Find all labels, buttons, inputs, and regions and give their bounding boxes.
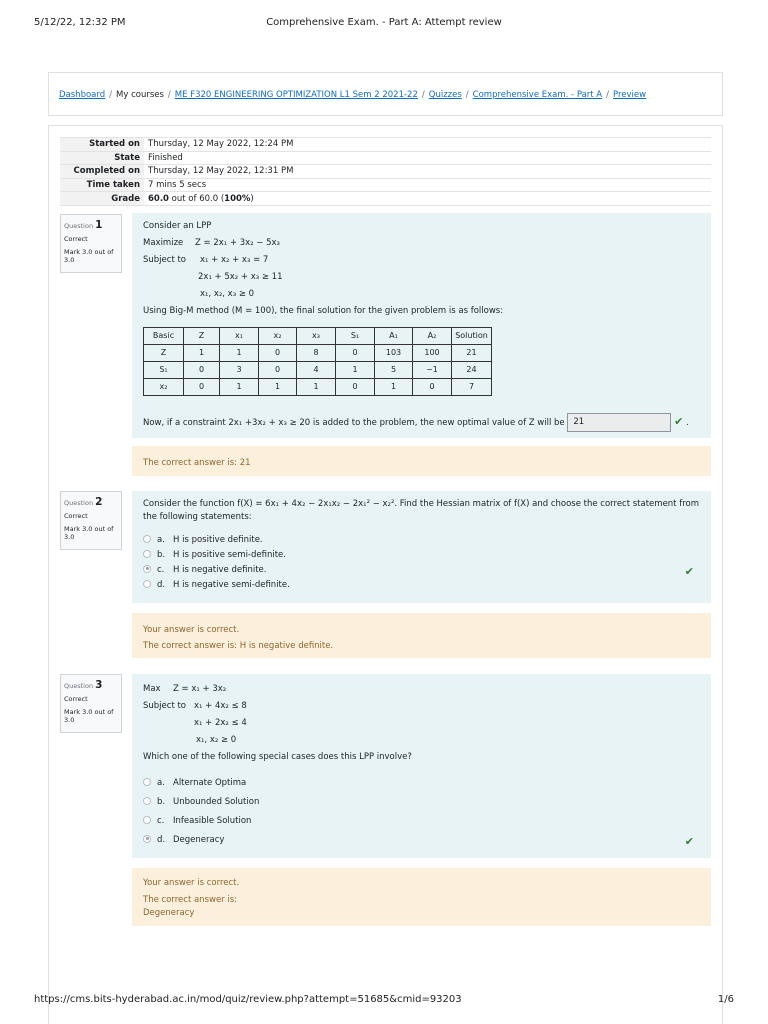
summary-key: State xyxy=(60,151,144,165)
breadcrumb-separator: / xyxy=(606,90,609,100)
simplex-cell: 1 xyxy=(336,362,375,379)
simplex-cell: −1 xyxy=(413,362,452,379)
simplex-cell: 0 xyxy=(184,379,220,396)
question-label: Question xyxy=(64,222,94,230)
simplex-cell: x₂ xyxy=(144,379,184,396)
q2-question-text: Consider the function f(X) = 6x₁ + 4x₂ − 2x₁x₂ − 2x₁² − x₂². Find the Hessian matrix of f(X) and choose the correct statement from the following statements: xyxy=(143,499,699,522)
simplex-cell: 0 xyxy=(259,362,297,379)
question-mark: Mark 3.0 out of 3.0 xyxy=(64,248,114,265)
summary-row-completed xyxy=(60,165,711,179)
q2-option-a[interactable] xyxy=(143,535,700,550)
summary-key: Time taken xyxy=(60,178,144,192)
option-letter: b. xyxy=(157,797,166,807)
q1-trailing-period: . xyxy=(686,418,689,428)
option-letter: c. xyxy=(157,816,165,826)
question-state: Correct xyxy=(64,235,88,244)
q3-subject-label: Subject to xyxy=(143,701,187,711)
option-text: Infeasible Solution xyxy=(173,816,252,826)
q3-objective: Z = x₁ + 3x₂ xyxy=(173,684,227,694)
summary-value: Thursday, 12 May 2022, 12:24 PM xyxy=(144,138,711,152)
simplex-header-cell: x₂ xyxy=(259,328,297,345)
option-letter: c. xyxy=(157,565,165,575)
summary-key: Started on xyxy=(60,138,144,152)
simplex-cell: 0 xyxy=(336,345,375,362)
q1-method-text: Using Big-M method (M = 100), the final solution for the given problem is as follows: xyxy=(143,306,504,316)
radio-button[interactable] xyxy=(143,550,151,558)
simplex-cell: S₁ xyxy=(144,362,184,379)
breadcrumb-separator: / xyxy=(465,90,469,100)
simplex-cell: 8 xyxy=(297,345,336,362)
question-2-content xyxy=(132,491,711,603)
q1-maximize-label: Maximize xyxy=(143,238,184,248)
summary-value: Finished xyxy=(144,151,711,165)
simplex-cell: 0 xyxy=(184,362,220,379)
radio-button[interactable] xyxy=(143,535,151,543)
q2-option-b[interactable] xyxy=(143,550,700,565)
question-number: 3 xyxy=(95,679,103,691)
breadcrumb xyxy=(48,72,723,116)
radio-button-selected[interactable] xyxy=(143,835,151,843)
question-state: Correct xyxy=(64,695,88,704)
q1-intro: Consider an LPP xyxy=(143,221,212,231)
question-1-feedback xyxy=(132,446,711,476)
q2-option-c[interactable] xyxy=(143,565,700,580)
q2-option-d[interactable] xyxy=(143,580,700,595)
q3-question-text: Which one of the following special cases does this LPP involve? xyxy=(143,752,412,762)
option-letter: a. xyxy=(157,535,165,545)
breadcrumb-my-courses: My courses xyxy=(116,90,164,100)
question-number: 2 xyxy=(95,496,103,508)
summary-key: Grade xyxy=(60,192,144,206)
simplex-cell: 1 xyxy=(220,379,259,396)
option-text: Alternate Optima xyxy=(173,778,247,788)
q3-constraint-1: x₁ + 4x₂ ≤ 8 xyxy=(194,701,247,711)
check-icon: ✔ xyxy=(684,835,694,848)
breadcrumb-course-link[interactable]: ME F320 ENGINEERING OPTIMIZATION L1 Sem 2 2021-22 xyxy=(174,90,418,100)
check-icon: ✔ xyxy=(674,415,684,428)
q3-correct-answer: Degeneracy xyxy=(143,907,195,918)
summary-row-grade xyxy=(60,192,711,206)
option-text: H is negative semi-definite. xyxy=(173,580,290,590)
option-text: H is positive definite. xyxy=(173,535,263,545)
q3-correct-answer-label: The correct answer is: xyxy=(143,895,238,906)
summary-row-started xyxy=(60,138,711,152)
print-footer xyxy=(34,994,734,1008)
question-1-content xyxy=(132,213,711,438)
question-3-feedback xyxy=(132,868,711,926)
summary-value: 7 mins 5 secs xyxy=(144,178,711,192)
breadcrumb-quizzes-link[interactable]: Quizzes xyxy=(428,90,462,100)
radio-button[interactable] xyxy=(143,797,151,805)
option-letter: d. xyxy=(157,835,166,845)
simplex-header-cell: x₃ xyxy=(297,328,336,345)
question-number: 1 xyxy=(95,219,103,231)
q2-correct-answer: The correct answer is: H is negative definite. xyxy=(143,641,334,652)
simplex-cell: 4 xyxy=(297,362,336,379)
question-label: Question xyxy=(64,499,94,507)
simplex-header-cell: S₁ xyxy=(336,328,375,345)
simplex-cell: 7 xyxy=(452,379,492,396)
option-text: Unbounded Solution xyxy=(173,797,260,807)
print-header xyxy=(34,17,734,31)
option-letter: a. xyxy=(157,778,165,788)
radio-button-selected[interactable] xyxy=(143,565,151,573)
question-3-info xyxy=(60,674,122,733)
option-text: H is positive semi-definite. xyxy=(173,550,286,560)
q1-correct-answer: The correct answer is: 21 xyxy=(143,458,251,468)
simplex-cell: 5 xyxy=(375,362,413,379)
simplex-cell: 103 xyxy=(375,345,413,362)
simplex-row xyxy=(144,362,492,379)
q3-feedback-status: Your answer is correct. xyxy=(143,878,240,888)
simplex-cell: 100 xyxy=(413,345,452,362)
q1-constraint-1: x₁ + x₂ + x₃ = 7 xyxy=(200,255,269,265)
question-3-content xyxy=(132,674,711,858)
grade-score: 60.0 xyxy=(148,193,169,204)
question-state: Correct xyxy=(64,512,88,521)
q1-question-line xyxy=(143,413,700,432)
question-mark: Mark 3.0 out of 3.0 xyxy=(64,708,114,725)
q1-objective: Z = 2x₁ + 3x₂ − 5x₃ xyxy=(195,238,280,248)
breadcrumb-separator: / xyxy=(167,90,171,100)
simplex-cell: Z xyxy=(144,345,184,362)
q1-constraint-2: 2x₁ + 5x₂ + x₃ ≥ 11 xyxy=(198,272,283,282)
summary-row-state xyxy=(60,151,711,165)
summary-value: Thursday, 12 May 2022, 12:31 PM xyxy=(144,165,711,179)
q1-subject-label: Subject to xyxy=(143,255,187,265)
grade-out-of: out of 60.0 ( xyxy=(168,193,225,204)
option-letter: b. xyxy=(157,550,166,560)
q1-answer-input[interactable]: 21 xyxy=(567,413,671,432)
q3-constraint-2: x₁ + 2x₂ ≤ 4 xyxy=(194,718,247,728)
breadcrumb-preview-link[interactable]: Preview xyxy=(613,90,647,100)
q3-max-label: Max xyxy=(143,684,161,694)
simplex-header-cell: A₁ xyxy=(375,328,413,345)
question-2-info xyxy=(60,491,122,550)
question-1-info xyxy=(60,214,122,273)
radio-button[interactable] xyxy=(143,580,151,588)
simplex-cell: 1 xyxy=(184,345,220,362)
simplex-cell: 24 xyxy=(452,362,492,379)
simplex-row xyxy=(144,379,492,396)
option-text: Degeneracy xyxy=(173,835,225,845)
simplex-header-row xyxy=(144,328,492,345)
q3-option-c[interactable] xyxy=(143,816,700,835)
simplex-cell: 0 xyxy=(259,345,297,362)
question-mark: Mark 3.0 out of 3.0 xyxy=(64,525,114,542)
simplex-cell: 0 xyxy=(336,379,375,396)
q2-options xyxy=(143,535,700,595)
summary-key: Completed on xyxy=(60,165,144,179)
print-page-number: 1/6 xyxy=(717,994,734,1005)
q2-feedback-status: Your answer is correct. xyxy=(143,625,240,635)
grade-value xyxy=(144,192,711,206)
summary-row-time xyxy=(60,178,711,192)
grade-close-paren: ) xyxy=(250,193,254,204)
radio-button[interactable] xyxy=(143,778,151,786)
breadcrumb-separator: / xyxy=(421,90,425,100)
question-2-feedback xyxy=(132,613,711,658)
simplex-header-cell: Solution xyxy=(452,328,492,345)
breadcrumb-separator: / xyxy=(109,90,112,100)
print-datetime: 5/12/22, 12:32 PM xyxy=(34,17,126,28)
simplex-cell: 1 xyxy=(375,379,413,396)
q3-nonnegativity: x₁, x₂ ≥ 0 xyxy=(196,735,237,745)
simplex-cell: 0 xyxy=(413,379,452,396)
simplex-table xyxy=(143,327,492,396)
simplex-cell: 3 xyxy=(220,362,259,379)
simplex-cell: 1 xyxy=(259,379,297,396)
simplex-header-cell: x₁ xyxy=(220,328,259,345)
q3-options xyxy=(143,778,700,854)
print-url: https://cms.bits-hyderabad.ac.in/mod/quiz/review.php?attempt=51685&cmid=93203 xyxy=(34,994,462,1005)
simplex-cell: 1 xyxy=(220,345,259,362)
option-text: H is negative definite. xyxy=(173,565,267,575)
simplex-header-cell: Basic xyxy=(144,328,184,345)
q1-question-text: Now, if a constraint 2x₁ +3x₂ + x₃ ≥ 20 is added to the problem, the new optimal value of Z will be xyxy=(143,418,565,428)
breadcrumb-quiz-link[interactable]: Comprehensive Exam. - Part A xyxy=(472,90,603,100)
simplex-header-cell: A₂ xyxy=(413,328,452,345)
radio-button[interactable] xyxy=(143,816,151,824)
question-label: Question xyxy=(64,682,94,690)
q3-option-b[interactable] xyxy=(143,797,700,816)
attempt-summary-table xyxy=(60,137,711,206)
simplex-cell: 21 xyxy=(452,345,492,362)
print-page-title: Comprehensive Exam. - Part A: Attempt review xyxy=(266,17,502,28)
simplex-row xyxy=(144,345,492,362)
check-icon: ✔ xyxy=(684,565,694,578)
q3-option-d[interactable] xyxy=(143,835,700,854)
q1-nonnegativity: x₁, x₂, x₃ ≥ 0 xyxy=(200,289,255,299)
simplex-header-cell: Z xyxy=(184,328,220,345)
grade-percent: 100% xyxy=(224,193,251,204)
option-letter: d. xyxy=(157,580,166,590)
breadcrumb-dashboard-link[interactable]: Dashboard xyxy=(59,90,106,100)
q3-option-a[interactable] xyxy=(143,778,700,797)
simplex-cell: 1 xyxy=(297,379,336,396)
